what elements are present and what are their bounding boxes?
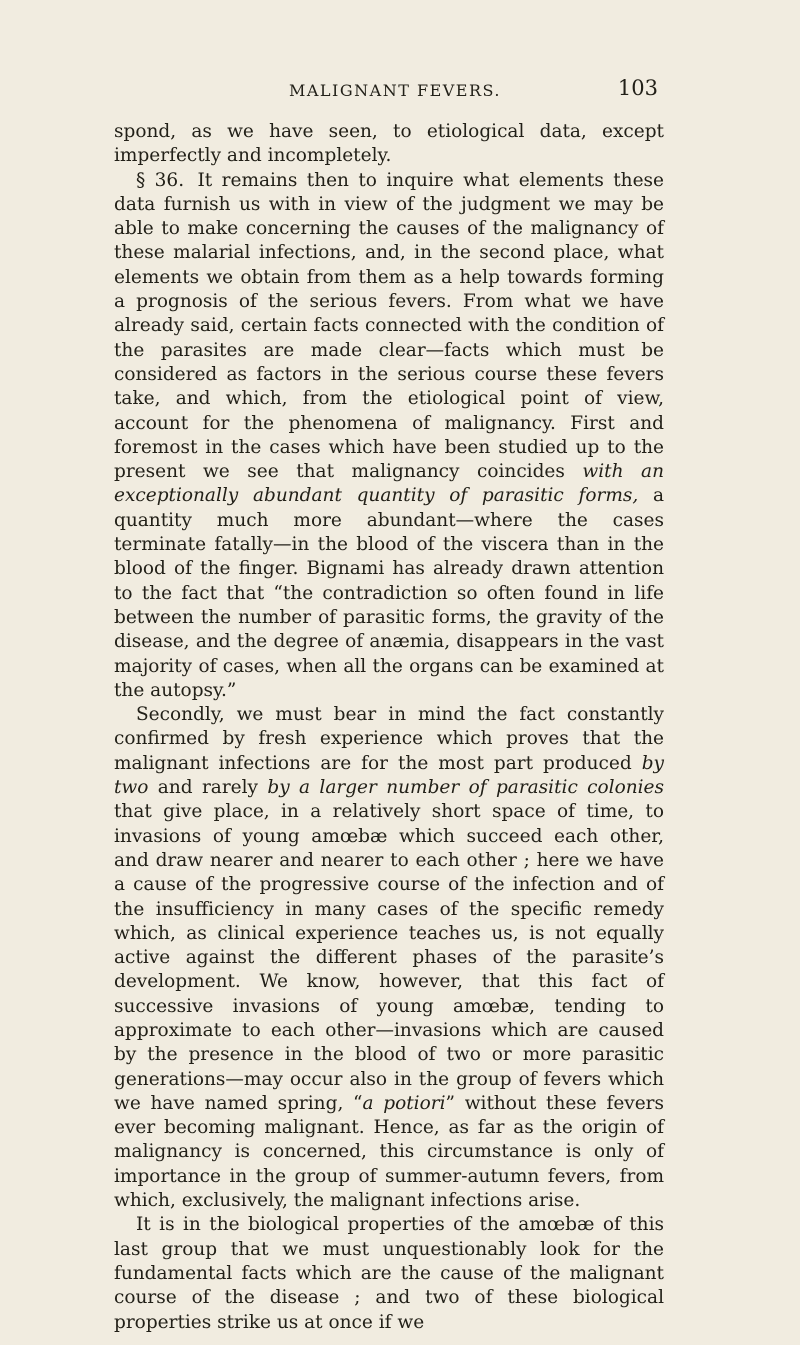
body-text bbox=[114, 120, 664, 1335]
paragraph bbox=[114, 703, 664, 1213]
text-segment: ” without these fevers ever becoming malignant. Hence, as far as the origin of malignancy is concerned, this circumstance is only of importance in the group of summer-autumn fevers, from which, exclusively, the malignant infections arise. bbox=[114, 1092, 665, 1212]
text-segment: that give place, in a relatively short space of time, to invasions of young amœbæ which succeed each other, and draw nearer and nearer to each other ; here we have a cause of the progressive course of the infection and of the insufficiency in many cases of the specific remedy which, as clinical experience teaches us, is not equally active against the different phases of the parasite’s development. We know, however, that this fact of successive invasions of young amœbæ, tending to approximate to each other—invasions which are caused by the presence in the blood of two or more parasitic generations—may occur also in the group of fevers which we have named spring, “ bbox=[114, 801, 664, 1114]
italic-segment: a potiori bbox=[362, 1092, 446, 1114]
paragraph bbox=[114, 120, 664, 169]
text-segment: spond, as we have seen, to etiological data, except imperfectly and incompletely. bbox=[114, 121, 664, 167]
paragraph bbox=[114, 1213, 664, 1334]
italic-segment: by a larger number of parasitic colonies bbox=[267, 777, 665, 799]
running-title: MALIGNANT FEVERS. bbox=[288, 81, 501, 100]
text-segment: and rarely bbox=[148, 777, 268, 799]
text-segment: It remains then to inquire what elements these data furnish us with in view of the judgment we may be able to make concerning the causes of the malignancy of these malarial infections, and, in the second place, what elements we obtain from them as a help towards forming a prognosis of the serious fevers. From what we have already said, certain facts connected with the condition of the parasites are made clear—facts which must be considered as factors in the serious course these fevers take, and which, from the etiological point of view, account for the phenomena of malignancy. First and foremost in the cases which have been studied up to the present we see that malignancy coincides bbox=[114, 169, 664, 483]
section-number: § 36. bbox=[136, 169, 185, 191]
italic-segment: by two bbox=[114, 752, 664, 799]
text-segment: It is in the biological properties of the amœbæ of this last group that we must unquestionably look for the fundamental facts which are the cause of the malignant course of the disease ; and two of these biological properties strike us at once if we bbox=[114, 1214, 664, 1333]
text-segment: a quantity much more abundant—where the cases terminate fatally—in the blood of the viscera than in the blood of the finger. Bignami has already drawn attention to the fact that “the contradiction so often found in life between the number of parasitic forms, the gravity of the disease, and the degree of anæmia, disappears in the vast majority of cases, when all the organs can be examined at the autopsy.” bbox=[114, 485, 664, 701]
page-header bbox=[140, 76, 658, 106]
paragraph bbox=[114, 169, 664, 704]
text-segment: Secondly, we must bear in mind the fact constantly confirmed by fresh experience which proves that the malignant infections are for the most part produced bbox=[114, 704, 664, 774]
page-number: 103 bbox=[617, 76, 658, 100]
italic-segment: with an exceptionally abundant quantity of parasitic forms, bbox=[114, 461, 664, 507]
